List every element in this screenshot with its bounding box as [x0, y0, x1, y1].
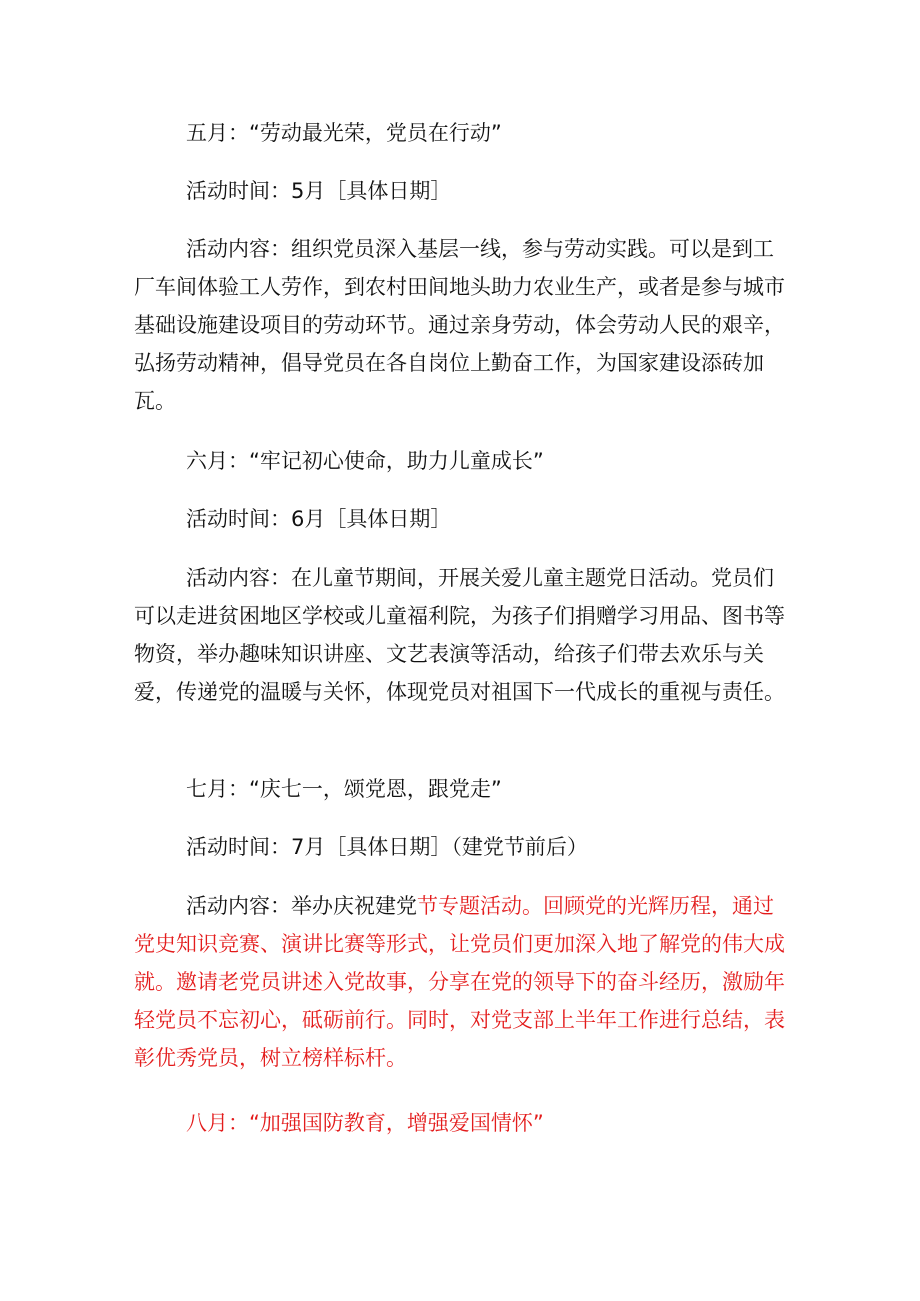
content-july [134, 887, 792, 1077]
time-june: 活动时间：6月［具体日期］ [186, 507, 452, 531]
heading-june: 六月：“牢记初心使命，助力儿童成长” [186, 449, 544, 473]
content-june: 活动内容：在儿童节期间，开展关爱儿童主题党日活动。党员们可以走进贫困地区学校或儿童福利院，为孩子们捐赠学习用品、图书等物资，举办趣味知识讲座、文艺表演等活动，给孩子们带去欢乐与关爱，传递党的温暖与关怀，体现党员对祖国下一代成长的重视与责任。 [134, 566, 785, 704]
content-july-red: 节专题活动。回顾党的光辉历程，通过党史知识竞赛、演讲比赛等形式，让党员们更加深入地了解党的伟大成就。邀请老党员讲述入党故事，分享在党的领导下的奋斗经历，激励年轻党员不忘初心，砥砺前行。同时，对党支部上半年工作进行总结，表彰优秀党员，树立榜样标杆。 [134, 894, 785, 1070]
time-july: 活动时间：7月［具体日期］（建党节前后） [186, 835, 588, 859]
content-july-black: 活动内容：举办庆祝建党 [186, 894, 417, 918]
heading-august: 八月：“加强国防教育，增强爱国情怀” [186, 1111, 544, 1135]
heading-may: 五月：“劳动最光荣，党员在行动” [186, 121, 502, 145]
heading-july: 七月：“庆七一，颂党恩，跟党走” [186, 777, 502, 801]
time-may: 活动时间：5月［具体日期］ [186, 179, 452, 203]
content-may: 活动内容：组织党员深入基层一线，参与劳动实践。可以是到工厂车间体验工人劳作，到农村田间地头助力农业生产，或者是参与城市基础设施建设项目的劳动环节。通过亲身劳动，体会劳动人民的艰辛，弘扬劳动精神，倡导党员在各自岗位上勤奋工作，为国家建设添砖加瓦。 [134, 237, 785, 413]
